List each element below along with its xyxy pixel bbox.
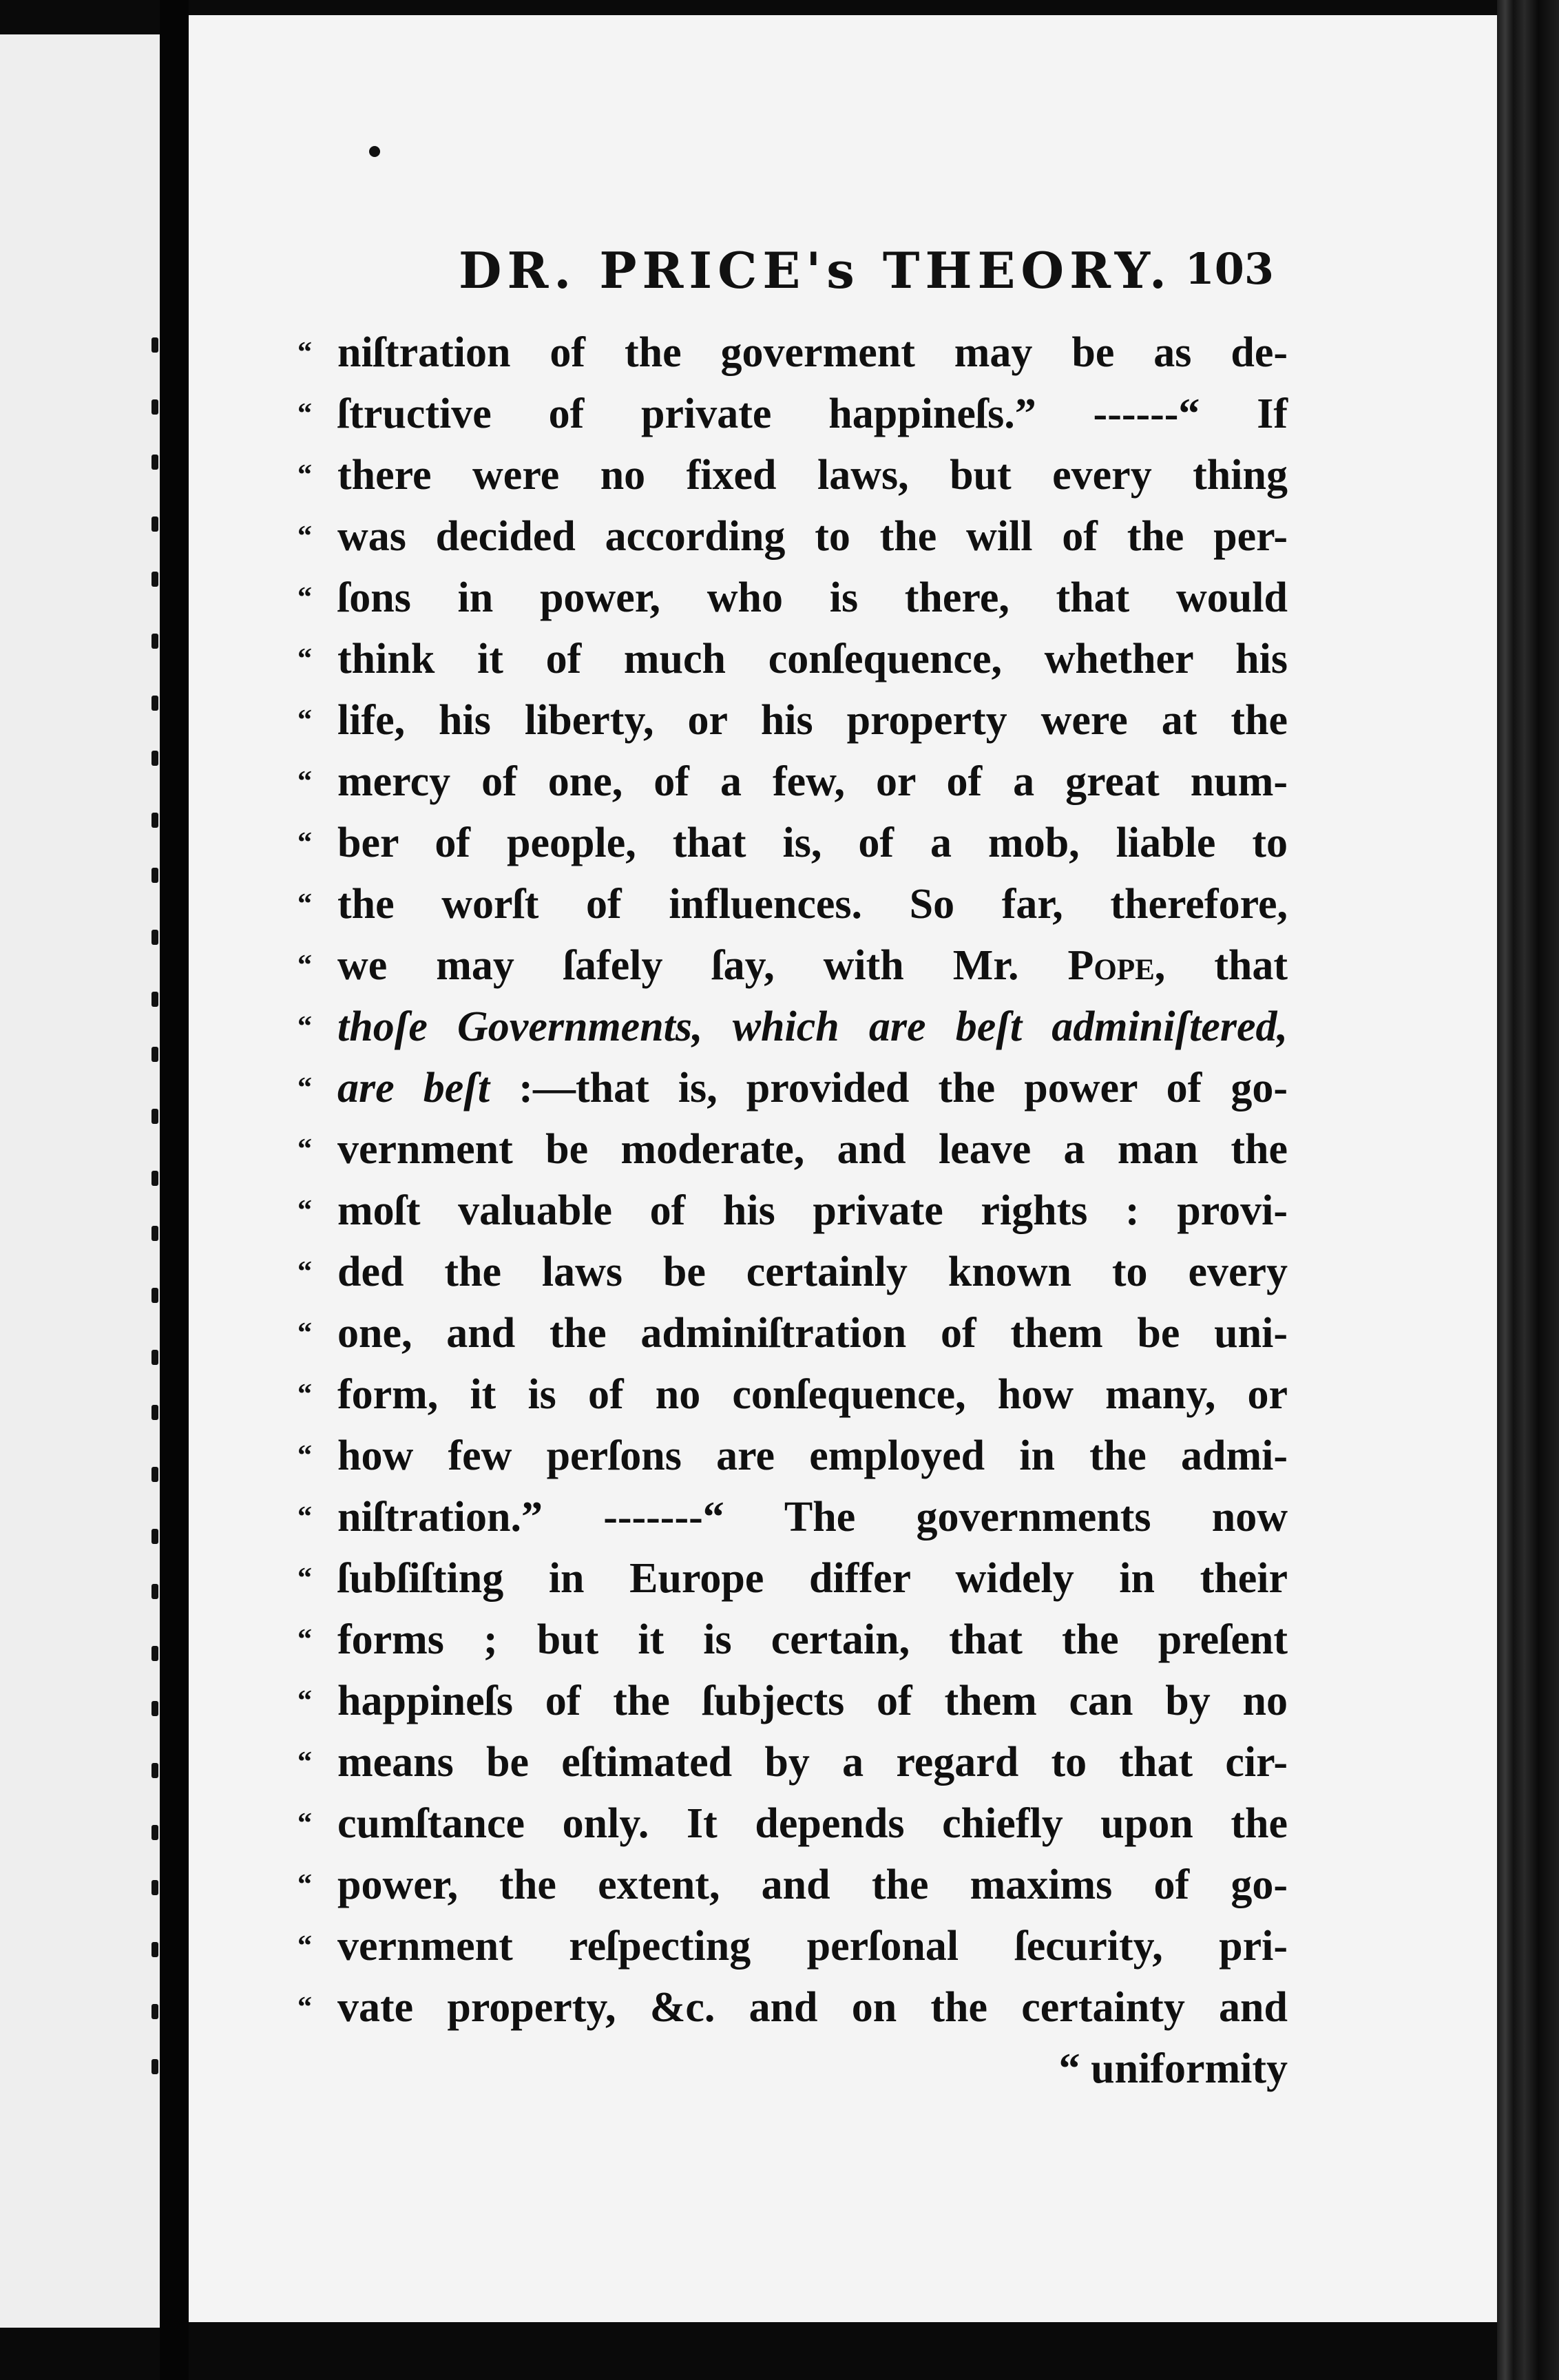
- edge-mark: [151, 516, 158, 532]
- quote-mark: “: [297, 1011, 312, 1043]
- edge-mark: [151, 337, 158, 353]
- edge-mark: [151, 1109, 158, 1124]
- edge-mark: [151, 751, 158, 766]
- text-line: [297, 935, 1288, 996]
- line-text: ſubſiſting in Europe differ widely in their: [337, 1555, 1288, 1602]
- line-text: vernment reſpecting perſonal ſecurity, pri-: [337, 1923, 1288, 1970]
- line-text: power, the extent, and the maxims of go-: [337, 1861, 1288, 1908]
- edge-mark: [151, 1825, 158, 1840]
- line-text: form, it is of no conſequence, how many, or: [337, 1371, 1288, 1418]
- quote-mark: “: [297, 1501, 312, 1533]
- quote-mark: “: [297, 459, 312, 491]
- edge-mark: [151, 813, 158, 828]
- text-line: [297, 751, 1288, 813]
- edge-mark: [151, 455, 158, 470]
- line-text: ſons in power, who is there, that would: [337, 574, 1288, 621]
- text-line: [297, 1303, 1288, 1364]
- line-text: how few perſons are employed in the admi-: [337, 1432, 1288, 1479]
- text-line: [297, 1977, 1288, 2038]
- small-caps-name: Pope: [1067, 942, 1155, 989]
- left-page-edge-marks: [150, 34, 160, 2328]
- quote-mark: “: [297, 950, 312, 981]
- quote-mark: “: [297, 1256, 312, 1288]
- text-line: [297, 1119, 1288, 1180]
- edge-mark: [151, 572, 158, 587]
- edge-mark: [151, 1405, 158, 1420]
- quote-mark: “: [297, 1379, 312, 1410]
- quote-mark: “: [297, 1808, 312, 1839]
- quote-mark: “: [297, 582, 312, 614]
- edge-mark: [151, 1288, 158, 1303]
- quote-mark: “: [297, 337, 312, 368]
- edge-mark: [151, 399, 158, 415]
- quote-mark: “: [297, 1685, 312, 1717]
- line-text: cumſtance only. It depends chiefly upon the: [337, 1800, 1288, 1847]
- text-line: [297, 567, 1288, 629]
- line-text: forms ; but it is certain, that the preſent: [337, 1616, 1288, 1663]
- edge-mark: [151, 992, 158, 1007]
- text-line: [297, 1793, 1288, 1855]
- quote-mark: “: [297, 766, 312, 797]
- text-line: [297, 629, 1288, 690]
- text-line: [297, 1671, 1288, 1732]
- line-text: we may ſafely ſay, with Mr.: [337, 942, 1068, 989]
- text-line: [297, 1487, 1288, 1548]
- quote-mark: “: [297, 521, 312, 552]
- line-text: moſt valuable of his private rights : provi-: [337, 1187, 1288, 1234]
- quote-mark: “: [297, 1624, 312, 1656]
- page-stack-edge: [1497, 0, 1559, 2380]
- edge-mark: [151, 1646, 158, 1661]
- running-head: DR. PRICE's THEORY.: [459, 241, 1172, 300]
- line-text: ber of people, that is, of a mob, liable to: [337, 820, 1288, 866]
- edge-mark: [151, 1047, 158, 1062]
- text-line: [297, 1364, 1288, 1426]
- edge-mark: [151, 1350, 158, 1365]
- text-line: [297, 1609, 1288, 1671]
- text-line: [297, 384, 1288, 445]
- quote-mark: “: [297, 1563, 312, 1594]
- text-line: [297, 1242, 1288, 1303]
- quote-mark: “: [297, 1317, 312, 1349]
- quote-mark: “: [297, 827, 312, 859]
- left-facing-page: [0, 34, 160, 2328]
- ink-dot: [369, 146, 380, 157]
- line-text: vernment be moderate, and leave a man the: [337, 1126, 1288, 1173]
- line-text: happineſs of the ſubjects of them can by no: [337, 1678, 1288, 1724]
- quote-mark: “: [297, 1072, 312, 1104]
- page-number: 103: [1184, 244, 1274, 294]
- line-text: was decided according to the will of the per-: [337, 513, 1288, 560]
- text-line: [297, 1916, 1288, 1977]
- line-text: niſtration.” -------“ The governments now: [337, 1494, 1288, 1541]
- text-line: [297, 1426, 1288, 1487]
- page-header: [273, 241, 1285, 303]
- quote-mark: “: [297, 643, 312, 675]
- quote-mark: “: [297, 1440, 312, 1472]
- line-text: ſtructive of private happineſs.” ------“ If: [337, 390, 1288, 437]
- edge-mark: [151, 1584, 158, 1599]
- body-text: [297, 322, 1288, 2100]
- line-text: means be eſtimated by a regard to that cir-: [337, 1739, 1288, 1786]
- text-line: [297, 1180, 1288, 1242]
- italic-text: are beſt: [337, 1065, 490, 1111]
- edge-mark: [151, 868, 158, 883]
- text-line: [297, 1058, 1288, 1119]
- line-text: vate property, &c. and on the certainty and: [337, 1984, 1288, 2031]
- edge-mark: [151, 1529, 158, 1544]
- text-line: [297, 996, 1288, 1058]
- edge-mark: [151, 1171, 158, 1186]
- line-text: ded the laws be certainly known to every: [337, 1249, 1288, 1295]
- line-text: one, and the adminiſtration of them be uni-: [337, 1310, 1288, 1357]
- quote-mark: “: [297, 1195, 312, 1226]
- edge-mark: [151, 1763, 158, 1778]
- line-text: life, his liberty, or his property were at the: [337, 697, 1288, 744]
- line-text: niſtration of the goverment may be as de-: [337, 329, 1288, 376]
- quote-mark: “: [297, 1134, 312, 1165]
- text-line: [297, 874, 1288, 935]
- edge-mark: [151, 1701, 158, 1716]
- quote-mark: “: [297, 1992, 312, 2023]
- text-line: [297, 506, 1288, 567]
- edge-mark: [151, 930, 158, 945]
- edge-mark: [151, 696, 158, 711]
- edge-mark: [151, 2004, 158, 2019]
- quote-mark: “: [297, 1746, 312, 1778]
- text-line: [297, 1732, 1288, 1793]
- line-text: the worſt of influences. So far, therefore,: [337, 881, 1288, 928]
- text-line: [297, 1855, 1288, 1916]
- line-text: mercy of one, of a few, or of a great num-: [337, 758, 1288, 805]
- line-text: think it of much conſequence, whether his: [337, 636, 1288, 682]
- line-text: there were no fixed laws, but every thing: [337, 452, 1288, 499]
- catchword: “ uniformity: [1058, 2045, 1288, 2092]
- text-line: [297, 445, 1288, 506]
- line-text: , that: [1154, 942, 1288, 989]
- quote-mark: “: [297, 704, 312, 736]
- quote-mark: “: [297, 888, 312, 920]
- edge-mark: [151, 1467, 158, 1482]
- quote-mark: “: [297, 398, 312, 430]
- edge-mark: [151, 1226, 158, 1241]
- quote-mark: “: [297, 1869, 312, 1901]
- italic-text: thoſe Governments, which are beſt adminiſtered,: [337, 1003, 1288, 1050]
- binding-gutter: [160, 0, 189, 2380]
- text-line: [297, 1548, 1288, 1609]
- edge-mark: [151, 634, 158, 649]
- line-text: :—that is, provided the power of go-: [490, 1065, 1288, 1111]
- edge-mark: [151, 1880, 158, 1895]
- edge-mark: [151, 2059, 158, 2074]
- edge-mark: [151, 1942, 158, 1957]
- text-line: [297, 813, 1288, 874]
- quote-mark: “: [297, 1930, 312, 1962]
- text-line: [297, 690, 1288, 751]
- text-line: [297, 322, 1288, 384]
